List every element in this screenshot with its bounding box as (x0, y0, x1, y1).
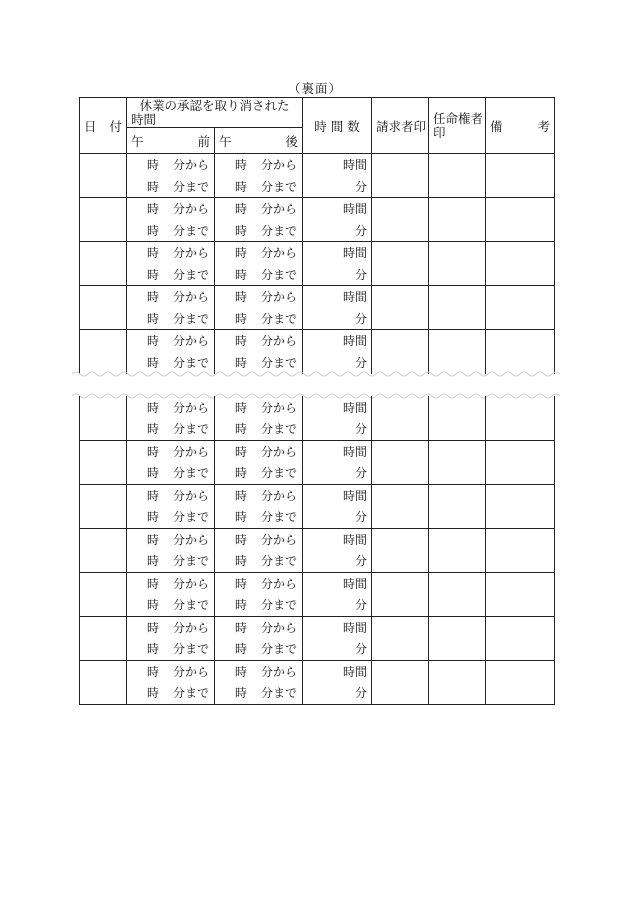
am-to-cell[interactable]: 時 分まで (127, 220, 215, 242)
minutes-cell[interactable]: 分 (303, 264, 372, 286)
appointer-seal-cell[interactable] (429, 528, 486, 572)
hours-cell[interactable]: 時間 (303, 286, 372, 308)
date-cell[interactable] (80, 330, 127, 374)
am-to-cell[interactable]: 時 分まで (127, 682, 215, 704)
minutes-cell[interactable]: 分 (303, 594, 372, 616)
date-cell[interactable] (80, 528, 127, 572)
appointer-seal-cell[interactable] (429, 242, 486, 286)
pm-to-cell[interactable]: 時 分まで (215, 594, 303, 616)
remarks-cell[interactable] (486, 484, 555, 528)
pm-from-cell[interactable]: 時 分から (215, 528, 303, 550)
pm-from-cell[interactable]: 時 分から (215, 396, 303, 418)
date-cell[interactable] (80, 286, 127, 330)
am-to-cell[interactable]: 時 分まで (127, 308, 215, 330)
date-cell[interactable] (80, 396, 127, 440)
header-pm: 午 後 (215, 128, 303, 154)
date-cell[interactable] (80, 484, 127, 528)
entry-row-start (80, 330, 555, 352)
page-side-label: （裏面） (287, 81, 342, 96)
requester-seal-cell[interactable] (372, 154, 429, 198)
minutes-cell[interactable]: 分 (303, 506, 372, 528)
hours-cell[interactable]: 時間 (303, 484, 372, 506)
header-hours: 時 間 数 (303, 98, 372, 154)
am-to-cell[interactable]: 時 分まで (127, 638, 215, 660)
remarks-cell[interactable] (486, 528, 555, 572)
header-appointer-seal: 任命権者 印 (429, 98, 486, 154)
am-to-cell[interactable]: 時 分まで (127, 418, 215, 440)
entry-row-start (80, 660, 555, 682)
hours-cell[interactable]: 時間 (303, 440, 372, 462)
am-from-cell[interactable]: 時 分から (127, 572, 215, 594)
am-to-cell[interactable]: 時 分まで (127, 594, 215, 616)
hours-cell[interactable]: 時間 (303, 660, 372, 682)
am-to-cell[interactable]: 時 分まで (127, 264, 215, 286)
minutes-cell[interactable]: 分 (303, 550, 372, 572)
date-cell[interactable] (80, 440, 127, 484)
remarks-cell[interactable] (486, 198, 555, 242)
remarks-cell[interactable] (486, 616, 555, 660)
minutes-cell[interactable]: 分 (303, 638, 372, 660)
hours-cell[interactable]: 時間 (303, 330, 372, 352)
minutes-cell[interactable]: 分 (303, 176, 372, 198)
minutes-cell[interactable]: 分 (303, 352, 372, 374)
appointer-seal-cell[interactable] (429, 660, 486, 704)
requester-seal-cell[interactable] (372, 528, 429, 572)
date-cell[interactable] (80, 242, 127, 286)
bottom-rows (80, 396, 555, 704)
am-from-cell[interactable]: 時 分から (127, 528, 215, 550)
pm-to-cell[interactable]: 時 分まで (215, 352, 303, 374)
date-cell[interactable] (80, 154, 127, 198)
pm-from-cell[interactable]: 時 分から (215, 154, 303, 176)
appointer-seal-cell[interactable] (429, 616, 486, 660)
am-from-cell[interactable]: 時 分から (127, 330, 215, 352)
am-from-cell[interactable]: 時 分から (127, 242, 215, 264)
pm-from-cell[interactable]: 時 分から (215, 198, 303, 220)
appointer-seal-cell[interactable] (429, 198, 486, 242)
header-am: 午 前 (127, 128, 215, 154)
am-to-cell[interactable]: 時 分まで (127, 176, 215, 198)
am-to-cell[interactable]: 時 分まで (127, 352, 215, 374)
header-remarks: 備 考 (486, 98, 555, 154)
entry-row-start (80, 396, 555, 418)
remarks-cell[interactable] (486, 396, 555, 440)
requester-seal-cell[interactable] (372, 660, 429, 704)
pm-to-cell[interactable]: 時 分まで (215, 462, 303, 484)
am-to-cell[interactable]: 時 分まで (127, 506, 215, 528)
hours-cell[interactable]: 時間 (303, 616, 372, 638)
minutes-cell[interactable]: 分 (303, 682, 372, 704)
pm-from-cell[interactable]: 時 分から (215, 660, 303, 682)
remarks-cell[interactable] (486, 154, 555, 198)
requester-seal-cell[interactable] (372, 484, 429, 528)
appointer-seal-cell[interactable] (429, 396, 486, 440)
leave-cancellation-table-top (79, 97, 555, 374)
remarks-cell[interactable] (486, 660, 555, 704)
entry-row-start (80, 154, 555, 176)
pm-from-cell[interactable]: 時 分から (215, 616, 303, 638)
appointer-seal-cell[interactable] (429, 484, 486, 528)
leave-cancellation-table-bottom (79, 396, 555, 705)
requester-seal-cell[interactable] (372, 198, 429, 242)
hours-cell[interactable]: 時間 (303, 198, 372, 220)
pm-from-cell[interactable]: 時 分から (215, 484, 303, 506)
hours-cell[interactable]: 時間 (303, 572, 372, 594)
date-cell[interactable] (80, 616, 127, 660)
appointer-seal-cell[interactable] (429, 154, 486, 198)
header-requester-seal: 請求者印 (372, 98, 429, 154)
hours-cell[interactable]: 時間 (303, 154, 372, 176)
requester-seal-cell[interactable] (372, 286, 429, 330)
remarks-cell[interactable] (486, 242, 555, 286)
entry-row-start (80, 616, 555, 638)
minutes-cell[interactable]: 分 (303, 220, 372, 242)
date-cell[interactable] (80, 198, 127, 242)
am-from-cell[interactable]: 時 分から (127, 396, 215, 418)
am-from-cell[interactable]: 時 分から (127, 484, 215, 506)
entry-row-start (80, 572, 555, 594)
requester-seal-cell[interactable] (372, 572, 429, 616)
pm-to-cell[interactable]: 時 分まで (215, 638, 303, 660)
pm-from-cell[interactable]: 時 分から (215, 572, 303, 594)
appointer-seal-cell[interactable] (429, 440, 486, 484)
entry-row-start (80, 528, 555, 550)
am-to-cell[interactable]: 時 分まで (127, 462, 215, 484)
pm-to-cell[interactable]: 時 分まで (215, 682, 303, 704)
wavy-break-top (72, 368, 562, 380)
am-to-cell[interactable]: 時 分まで (127, 550, 215, 572)
pm-from-cell[interactable]: 時 分から (215, 242, 303, 264)
requester-seal-cell[interactable] (372, 396, 429, 440)
requester-seal-cell[interactable] (372, 330, 429, 374)
remarks-cell[interactable] (486, 286, 555, 330)
date-cell[interactable] (80, 572, 127, 616)
am-from-cell[interactable]: 時 分から (127, 198, 215, 220)
pm-to-cell[interactable]: 時 分まで (215, 418, 303, 440)
minutes-cell[interactable]: 分 (303, 418, 372, 440)
pm-to-cell[interactable]: 時 分まで (215, 550, 303, 572)
header-date: 日 付 (80, 98, 127, 154)
date-cell[interactable] (80, 660, 127, 704)
entry-row-start (80, 484, 555, 506)
pm-from-cell[interactable]: 時 分から (215, 286, 303, 308)
pm-to-cell[interactable]: 時 分まで (215, 176, 303, 198)
entry-row-start (80, 242, 555, 264)
hours-cell[interactable]: 時間 (303, 242, 372, 264)
pm-to-cell[interactable]: 時 分まで (215, 264, 303, 286)
entry-row-start (80, 286, 555, 308)
remarks-cell[interactable] (486, 572, 555, 616)
pm-from-cell[interactable]: 時 分から (215, 440, 303, 462)
top-rows (80, 154, 555, 374)
requester-seal-cell[interactable] (372, 616, 429, 660)
appointer-seal-cell[interactable] (429, 572, 486, 616)
requester-seal-cell[interactable] (372, 242, 429, 286)
remarks-cell[interactable] (486, 330, 555, 374)
hours-cell[interactable]: 時間 (303, 396, 372, 418)
am-from-cell[interactable]: 時 分から (127, 440, 215, 462)
am-from-cell[interactable]: 時 分から (127, 286, 215, 308)
header-cancelled-time: 休業の承認を取り消された 時間 (127, 98, 303, 128)
pm-to-cell[interactable]: 時 分まで (215, 506, 303, 528)
pm-from-cell[interactable]: 時 分から (215, 330, 303, 352)
am-from-cell[interactable]: 時 分から (127, 660, 215, 682)
am-from-cell[interactable]: 時 分から (127, 154, 215, 176)
am-from-cell[interactable]: 時 分から (127, 616, 215, 638)
hours-cell[interactable]: 時間 (303, 528, 372, 550)
appointer-seal-cell[interactable] (429, 330, 486, 374)
pm-to-cell[interactable]: 時 分まで (215, 308, 303, 330)
entry-row-start (80, 198, 555, 220)
pm-to-cell[interactable]: 時 分まで (215, 220, 303, 242)
appointer-seal-cell[interactable] (429, 286, 486, 330)
remarks-cell[interactable] (486, 440, 555, 484)
minutes-cell[interactable]: 分 (303, 308, 372, 330)
requester-seal-cell[interactable] (372, 440, 429, 484)
minutes-cell[interactable]: 分 (303, 462, 372, 484)
entry-row-start (80, 440, 555, 462)
